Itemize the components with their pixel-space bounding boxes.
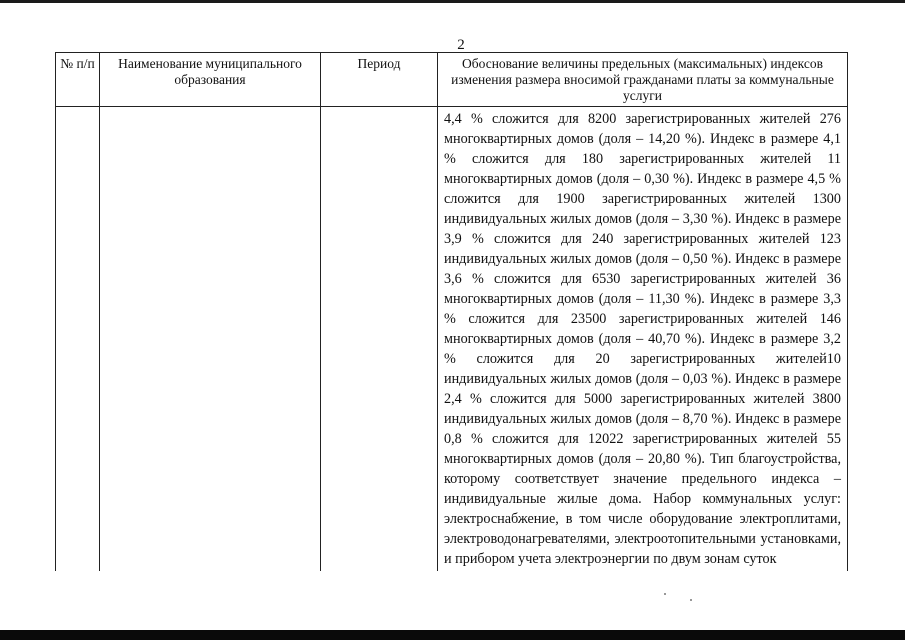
header-period: Период bbox=[321, 53, 438, 107]
scan-speck bbox=[690, 599, 692, 601]
table-header-row bbox=[56, 53, 848, 107]
scan-speck bbox=[664, 593, 666, 595]
tariff-index-table bbox=[55, 52, 848, 571]
cell-row-number bbox=[56, 107, 100, 572]
header-row-number: № п/п bbox=[56, 53, 100, 107]
cell-period bbox=[321, 107, 438, 572]
justification-text: 4,4 % сложится для 8200 зарегистрированных жителей 276 многоквартирных домов (доля – 14,20 %). Индекс в размере 4,1 % сложится для 180 зарегистрированных жителей 11 многоквартирных домов (доля – 0,30 %). Индекс в размере 4,5 % сложится для 1900 зарегистрированных жителей 1300 индивидуальных жилых домов (доля – 3,30 %). Индекс в размере 3,9 % сложится для 240 зарегистрированных жителей 123 индивидуальных жилых домов (доля – 0,50 %). Индекс в размере 3,6 % сложится для 6530 зарегистрированных жителей 36 многоквартирных домов (доля – 11,30 %). Индекс в размере 3,3 % сложится для 23500 зарегистрированных жителей 146 многоквартирных домов (доля – 40,70 %). Индекс в размере 3,2 % сложится для 20 зарегистрированных жителей10 индивидуальных жилых домов (доля – 0,03 %). Индекс в размере 2,4 % сложится для 5000 зарегистрированных жителей 3800 индивидуальных жилых домов (доля – 8,70 %). Индекс в размере 0,8 % сложится для 12022 зарегистрированных жителей 55 многоквартирных домов (доля – 20,80 %). Тип благоустройства, которому соответствует значение предельного индекса – индивидуальные жилые дома. Набор коммунальных услуг: электроснабжение, в том числе оборудование электроплитами, электроводонагревателями, электроотопительными установками, и прибором учета электроэнергии по двум зонам суток bbox=[444, 111, 841, 567]
cell-municipality bbox=[100, 107, 321, 572]
cell-justification bbox=[438, 107, 848, 572]
header-justification: Обоснование величины предельных (максимальных) индексов изменения размера вносимой гражданами платы за коммунальные услуги bbox=[438, 53, 848, 107]
scan-bottom-edge bbox=[0, 630, 905, 640]
page-number: 2 bbox=[457, 37, 465, 53]
scan-top-edge bbox=[0, 0, 905, 3]
header-municipality: Наименование муниципального образования bbox=[100, 53, 321, 107]
table-row bbox=[56, 107, 848, 572]
